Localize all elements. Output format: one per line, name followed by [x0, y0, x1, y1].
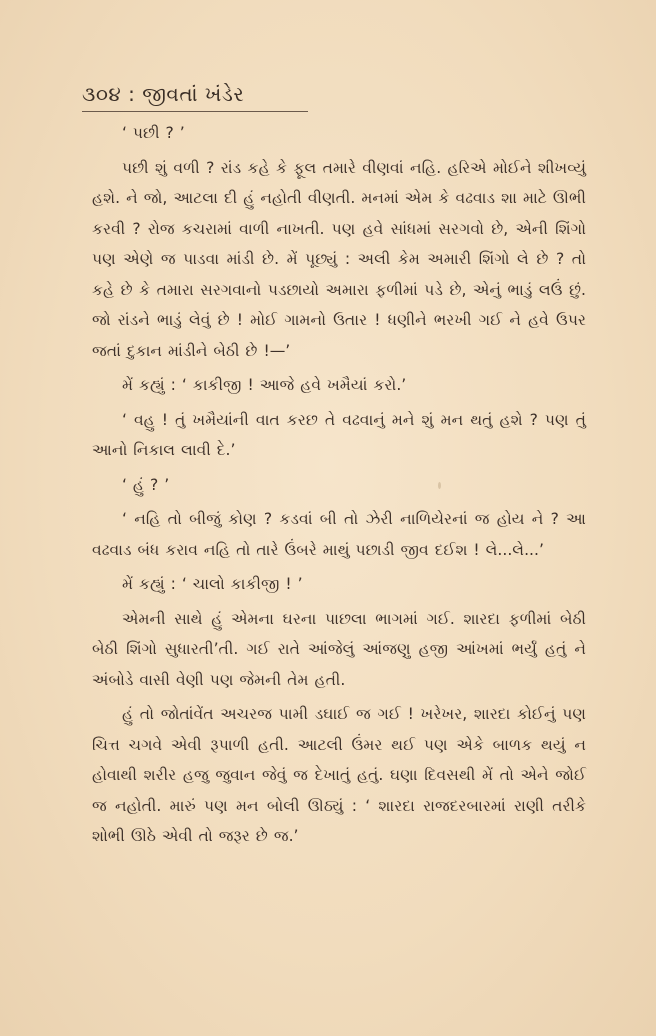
paragraph: ‘ વહુ ! તું ખમૈયાંની વાત કરછ તે વઢવાનું મને શું મન થતું હશે ? પણ તું આનો નિકાલ લાવી દે.’	[92, 410, 586, 459]
paper-speck	[438, 482, 441, 489]
paragraph: એમની સાથે હું એમના ઘરના પાછલા ભાગમાં ગઈ. શારદા ફળીમાં બેઠી બેઠી શિંગો સુધારતી’તી. ગઈ રાતે આંજેલું આંજણુ હજી આંખમાં ભર્યું હતું ને અંબોડે વાસી વેણી પણ જેમની તેમ હતી.	[92, 609, 586, 689]
paragraph: ‘ નહિ તો બીજું કોણ ? કડવાં બી તો ઝેરી નાળિયેરનાં જ હોય ને ? આ વઢવાડ બંધ કરાવ નહિ તો તારે ઉંબરે માથું પછાડી જીવ દઈશ ! લે...લે...’	[92, 510, 586, 559]
paragraph: મેં કહ્યું : ‘ કાકીજી ! આજે હવે ખમૈયાં કરો.’	[122, 376, 407, 394]
header-rule	[82, 111, 308, 112]
paragraph: ‘ હું ? ’	[122, 475, 170, 494]
running-head: ૩૦૪ : જીવતાં ખંડેર	[82, 82, 245, 106]
paragraph: પછી શું વળી ? રાંડ કહે કે ફૂલ તમારે વીણવાં નહિ. હરિએ મોઈને શીખવ્યું હશે. ને જો, આટલા દી હું નહોતી વીણતી. મનમાં એમ કે વઢવાડ શા માટે ઊભી કરવી ? રોજ કચરામાં વાળી નાખતી. પણ હવે સાંધમાં સરગવો છે, એની શિંગો પણ એણે જ પાડવા માંડી છે. મેં પૂછ્યું : અલી કેમ અમારી શિંગો લે છે ? તો કહે છે કે તમારા સરગવાનો પડછાયો અમારા ફળીમાં પડે છે, એનું ભાડું લઉં છું. જો રાંડને ભાડું લેવું છે ! મોઈ ગામનો ઉતાર ! ધણીને ભરખી ગઈ ને હવે ઉપર જતાં દુકાન માંડીને બેઠી છે !—’	[92, 158, 586, 360]
paragraph: ‘ પછી ? ’	[122, 124, 185, 142]
body-text	[92, 118, 586, 852]
paragraph: હું તો જોતાંવેંત અચરજ પામી ડઘાઈ જ ગઈ ! ખરેખર, શારદા કોઈનું પણ ચિત્ત ચગવે એવી રૂપાળી હતી. આટલી ઉંમર થઈ પણ એકે બાળક થયું ન હોવાથી શરીર હજુ જુવાન જેવું જ દેખાતું હતું. ઘણા દિવસથી મેં તો એને જોઈ જ નહોતી. મારું પણ મન બોલી ઊઠ્યું : ‘ શારદા રાજદરબારમાં રાણી તરીકે શોભી ઊઠે એવી તો જરૂર છે જ.’	[92, 705, 586, 845]
paragraph: મેં કહ્યું : ‘ ચાલો કાકીજી ! ’	[122, 575, 303, 593]
